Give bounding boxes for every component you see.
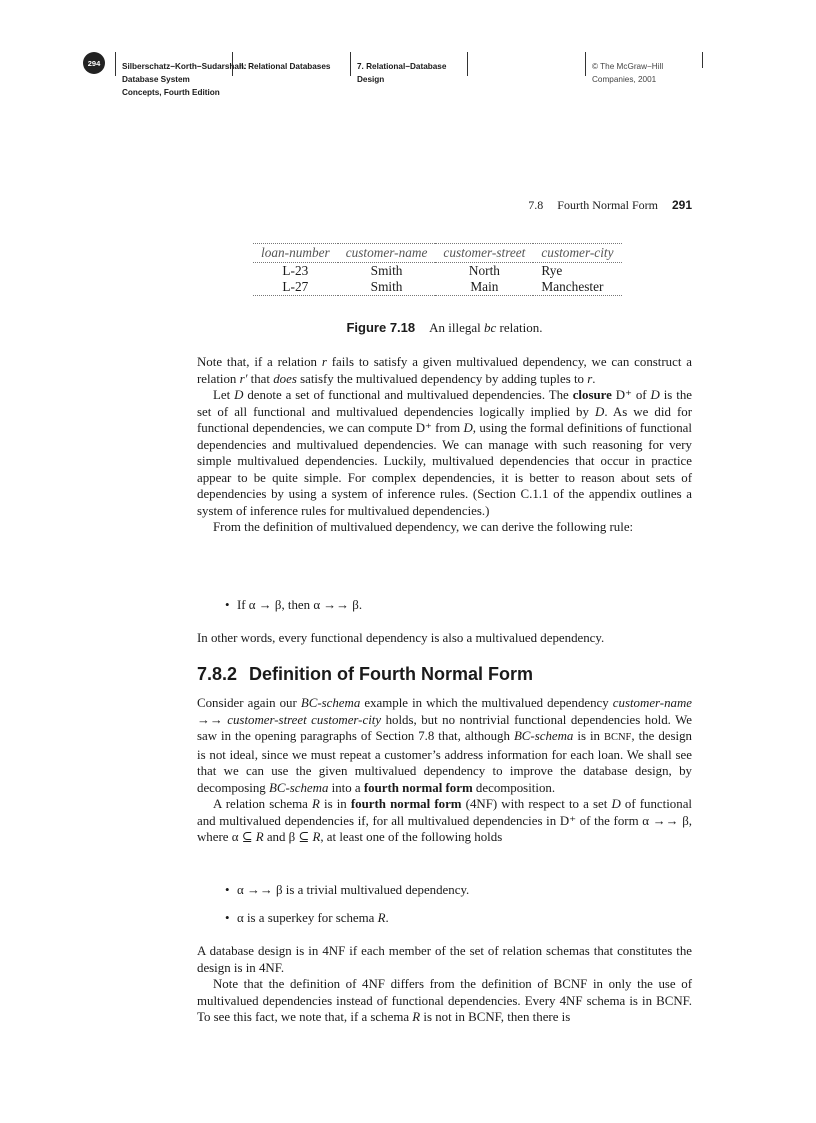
running-header bbox=[83, 52, 703, 112]
section-heading: 7.8.2 Definition of Fourth Normal Form bbox=[197, 664, 534, 684]
paragraph: Consider again our BC-schema example in which the multivalued dependency customer-name →→ customer-street customer-city holds, but no nontrivial functional dependencies hold. We saw in the opening paragraphs of Section 7.8 that, although BC-schema is in BCNF, the design is not ideal, since we must repeat a customer’s address information for each loan. We shall see that we can use the given multivalued dependency to improve the database design, by decomposing BC-schema into a fourth normal form decomposition. bbox=[197, 696, 693, 795]
header-part: II. Relational Databases bbox=[232, 52, 339, 76]
column-header: customer-street bbox=[435, 244, 533, 263]
running-head bbox=[197, 198, 692, 213]
table-cell: North bbox=[468, 263, 500, 278]
page-number: 291 bbox=[671, 198, 692, 212]
figure-caption: Figure 7.18 An illegal bc relation. bbox=[346, 320, 543, 335]
header-book-title: Silberschatz−Korth−Sudarshan: Database System Concepts, Fourth Edition bbox=[115, 52, 232, 76]
table-cell: Main bbox=[435, 279, 533, 296]
table-row bbox=[253, 279, 622, 296]
rule-bullet: • If α → β, then α →→ β. bbox=[225, 598, 363, 612]
paragraph: Note that, if a relation r fails to satisfy a given multivalued dependency, we can construct a relation r′ that does satisfy the multivalued dependency by adding tuples to r. bbox=[197, 355, 692, 386]
body-text-block-4 bbox=[197, 943, 692, 1026]
paragraph: Let D denote a set of functional and multivalued dependencies. The closure D⁺ of D is the set of all functional and multivalued dependencies logically implied by D. As we did for functional dependencies, we can compute D⁺ from D, using the formal definitions of functional dependencies and multivalued dependencies. We can manage with such reasoning for very simple multivalued dependencies. Luckily, multivalued dependencies that occur in practice appear to be quite simple. For complex dependencies, it is better to reason about sets of dependencies by using a system of inference rules. (Section C.1.1 of the appendix outlines a system of inference rules for multivalued dependencies.) bbox=[197, 388, 692, 518]
column-header: customer-name bbox=[338, 244, 436, 263]
header-copyright: © The McGraw−Hill Companies, 2001 bbox=[585, 52, 704, 76]
section-title: Fourth Normal Form bbox=[557, 198, 658, 212]
body-text-block-3 bbox=[197, 695, 692, 846]
header-right-rule bbox=[702, 52, 703, 68]
table-cell: Rye bbox=[541, 263, 563, 278]
table-cell: L-23 bbox=[282, 263, 309, 278]
table-cell: Smith bbox=[338, 279, 436, 296]
table-cell: L-27 bbox=[253, 279, 338, 296]
page-number-badge: 294 bbox=[83, 52, 105, 74]
section-number: 7.8 bbox=[528, 198, 544, 212]
column-header: customer-city bbox=[533, 244, 621, 263]
body-text-block-2 bbox=[197, 630, 692, 647]
paragraph: A database design is in 4NF if each member of the set of relation schemas that constitutes the design is in 4NF. bbox=[197, 944, 692, 975]
table-cell: Smith bbox=[370, 263, 403, 278]
condition-bullet: • α →→ β is a trivial multivalued dependency. bbox=[225, 883, 470, 897]
table-row bbox=[253, 263, 622, 280]
table-cell: Manchester bbox=[533, 279, 621, 296]
paragraph: Note that the definition of 4NF differs from the definition of BCNF in only the use of multivalued dependencies instead of functional dependencies. Every 4NF schema is in BCNF. To see this fact, we note that, if a schema R is not in BCNF, then there is bbox=[197, 977, 692, 1024]
condition-bullet: • α is a superkey for schema R. bbox=[225, 911, 389, 925]
paragraph: From the definition of multivalued dependency, we can derive the following rule: bbox=[213, 520, 634, 534]
column-header: loan-number bbox=[253, 244, 338, 263]
header-chapter: 7. Relational−Database Design bbox=[350, 52, 467, 76]
figure-label: Figure 7.18 bbox=[346, 320, 416, 335]
bc-relation-table bbox=[253, 243, 622, 296]
paragraph: In other words, every functional dependency is also a multivalued dependency. bbox=[197, 631, 605, 645]
paragraph: A relation schema R is in fourth normal form (4NF) with respect to a set D of functional and multivalued dependencies if, for all multivalued dependencies in D⁺ of the form α →→ β, where α ⊆ R and β ⊆ R, at least one of the following holds bbox=[197, 797, 693, 844]
table-header-row bbox=[253, 244, 622, 263]
body-text-block-1 bbox=[197, 354, 692, 536]
header-blank-cell bbox=[467, 52, 584, 76]
